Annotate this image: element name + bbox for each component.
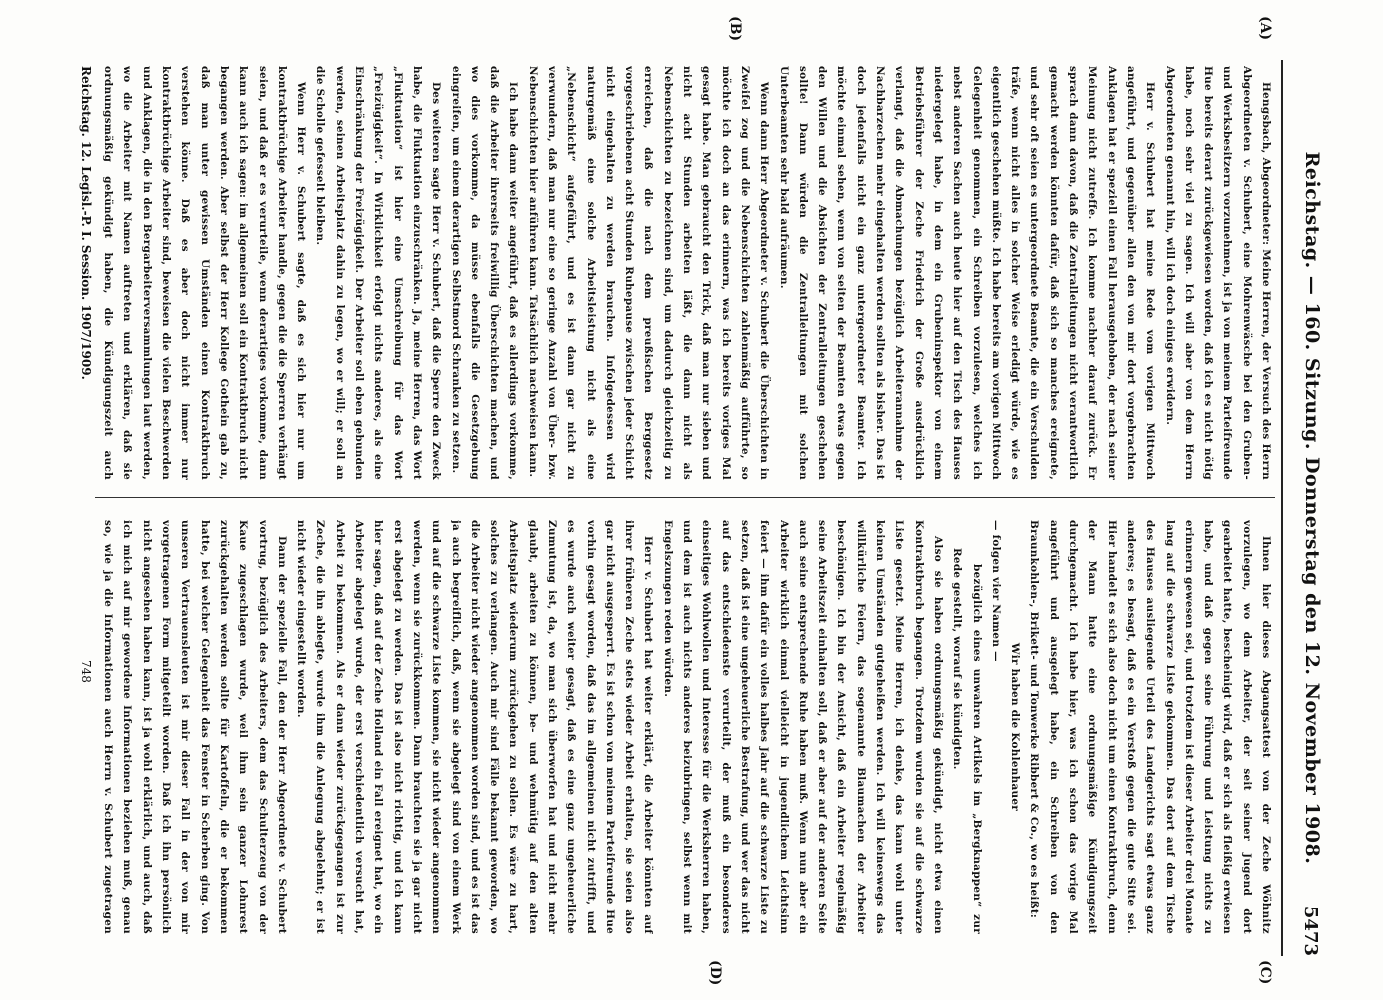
margin-marker-d: (D) [707, 960, 723, 986]
paragraph: Also sie haben ordnungsmäßig gekündigt, nicht etwa einen Kontraktbruch begangen. Trotzdem wurden sie auf die schwarze Liste gesetzt. Meine Herren, ich denke, das kann wohl unter keinen Umständen gutgeheißen werden. Ich will keineswegs das willkürliche Feiern, das sogenannte Blaumachen der Arbeiter beschönigen. Ich bin der Ansicht, daß ein Arbeiter regelmäßig seine Arbeitszeit einhalten soll, daß er aber auf der anderen Seite auch seine entsprechende Ruhe haben muß. Wenn nun aber ein Arbeiter wirklich einmal vielleicht in jugendlichem Leichtsinn feiert — ihm dafür ein volles halbes Jahr auf die schwarze Liste zu setzen, daß ist eine ungeheuerliche Bestrafung, und wer das nicht auf das entschiedenste verurteilt, der muß ein besonderes einseitiges Wohlwollen und Interesse für die Werksherren haben, und dem ist auch nichts anderes beizubringen, selbst wenn mit Engelszungen reden würden. [661, 520, 944, 934]
margin-marker-b: (B) [727, 16, 743, 42]
margin-marker-c: (C) [1257, 960, 1273, 985]
paragraph: Wir haben die Kohlenhauer [1009, 642, 1022, 812]
paragraph: — folgen vier Namen — [989, 520, 1002, 662]
paragraph: Wenn dann Herr Abgeordneter v. Schubert die Überschichten in Zweifel zog und die Nebenschichten zahlenmäßig aufführte, so möchte ich doch an das erinnern, was ich bereits voriges Mal gesagt habe. Man gebraucht den Trick, daß man nur sieben und nicht acht Stunden arbeiten läßt, die dann nicht als Nebenschichten zu bezeichnen sind, um dadurch gleichzeitig zu erreichen, daß die nach dem preußischen Berggesetz vorgeschriebenen acht Stunden Ruhepause zwischen jeder Schicht nicht eingehalten zu werden brauchen. Infolgedessen wird naturgemäß eine solche Arbeitsleistung nicht als eine „Nebenschicht“ aufgeführt, und es ist dann gar nicht zu verwundern, daß man nur eine so geringe Anzahl von Über- bzw. Nebenschichten hier anführen kann. Tatsächlich nachweisen kann. [526, 66, 771, 480]
column-divider [95, 497, 1275, 498]
paragraph: bezüglich eines unwahren Artikels im „Bergknappen“ zur Rede gestellt, worauf sie kündigten. [951, 548, 983, 934]
right-column [95, 520, 1275, 934]
paragraph: Dann der spezielle Fall, den der Herr Abgeordnete v. Schubert vortrug, bezüglich des Arbeiters, dem das Schulterzeug von der Kaue zugeschlagen wurde, weil ihm sein ganzer Lohnrest zurückgehalten werden sollte für Kartoffeln, die er bekommen hatte, bei welcher Gelegenheit das Fenster in Scherben ging. Von unseren Vertrauensleuten ist mir dieser Fall in der von mir vorgetragenen Form mitgeteilt worden. Daß ich ihn persönlich nicht angesehen haben kann, ist ja wohl erklärlich, und auch, daß ich mich auf mir gewordene Informationen beziehen muß, genau so, wie ja die Informationen auch Herrn v. Schubert zugetragen [102, 520, 288, 934]
left-column [95, 66, 1275, 480]
paragraph: Herr v. Schubert hat meine Rede vom vorigen Mittwoch angeführt, und gegenüber allen den von mir dort vorgebrachten Anklagen hat er speziell einen Fall herausgehoben, der nach seiner Meinung nicht zutreffe. Ich komme nachher darauf zurück. Er sprach dann davon, daß die Zentralleitungen nicht verantwortlich gemacht werden könnten dafür, daß sich so manches ereignete, und sehr oft seien es untergeordnete Beamte, die ein Verschulden träfe, wenn nicht alles in solcher Weise erledigt würde, wie es eigentlich geschehen müßte. Ich habe bereits am vorigen Mittwoch Gelegenheit genommen, ein Schreiben vorzulesen, welches ich nebst anderen Sachen auch heute hier auf den Tisch des Hauses niedergelegt habe, in dem ein Grubeninspektor von einem Betriebsführer der Zeche Friedrich der Große ausdrücklich verlangt, daß die Abmachungen bezüglich Arbeiterannahme der Nachbarzechen mehr eingehalten werden sollten als bisher. Das ist doch jedenfalls nicht ein ganz untergeordneter Beamter. Ich möchte einmal sehen, wenn von seiten der Beamten etwas gegen den Willen und die Absichten der Zentralleitungen geschehen sollte! Dann würden die Zentralleitungen mit solchen Unterbeamten sehr bald aufräumen. [777, 66, 1157, 480]
paragraph: Hengsbach, Abgeordneter: Meine Herren, der Versuch des Herrn Abgeordneten v. Schubert, eine Mohrenwäsche bei den Gruben- und Werksbesitzern vorzunehmen, ist ja von meinem Parteifreunde Hue bereits derart zurückgewiesen worden, daß ich es nicht nötig habe, noch sehr viel zu sagen. Ich will aber von dem Herrn Abgeordneten genannt hin, will ich doch einiges erwidern. [1163, 66, 1272, 480]
paragraph: Des weiteren sagte Herr v. Schubert, daß die Sperre den Zweck habe, die Fluktuation einzuschränken. Ja, meine Herren, das Wort „Fluktuation“ ist hier eine Umschreibung für das Wort „Freizügigkeit“. In Wirklichkeit erfolgt nichts anderes, als eine Einschränkung der Freizügigkeit. Der Arbeiter soll eben gebunden werden, seinen Arbeitsplatz dahin zu legen, wo er will; er soll an die Scholle gefesselt bleiben. [314, 66, 443, 480]
paragraph: Wenn Herr v. Schubert sagte, daß es sich hier nur um kontraktbrüchige Arbeiter handle, gegen die die Sperren verhängt seien, und daß er es verurteile, wenn derartiges vorkomme, dann kann auch ich sagen: im allgemeinen soll ein Kontraktbruch nicht begangen werden. Aber selbst der Herr Kollege Gothein gab zu, daß man unter gewissen Umständen einen Kontraktbruch verstehen könne. Daß es aber doch nicht immer nur kontraktbrüchige Arbeiter sind, beweisen die vielen Beschwerden und Anklagen, die in den Bergarbeiterversammlungen laut werden, wo die Arbeiter mit Namen auftreten und erklären, daß sie ordnungsmäßig gekündigt haben, die Kündigungszeit auch [102, 66, 308, 480]
page-number: 5473 [1300, 905, 1321, 956]
paragraph: Herr v. Schubert hat weiter erklärt, die Arbeiter könnten auf ihrer früheren Zeche stets wieder Arbeit erhalten, sie seien also gar nicht ausgesperrt. Es ist schon von meinem Parteifreunde Hue vorhin gesagt worden, daß das im allgemeinen nicht zutrifft, und es wurde auch weiter gesagt, daß es eine ganz ungeheuerliche Zumutung ist, da, wo man sich überworfen hat und nicht mehr glaubt, arbeiten zu können, be- und wehmütig auf den alten Arbeitsplatz wiederum zurückgehen zu sollen. Es wäre zu hart, solches zu verlangen. Auch mir sind Fälle bekannt geworden, wo die Arbeiter nicht wieder angenommen worden sind, und es ist das ja auch begreiflich, daß, wenn sie abgelegt sind von einem Werk und auf die schwarze Liste kommen, sie nicht wieder angenommen werden, wenn sie zurückkommen. Dann brauchten sie ja gar nicht erst abgelegt zu werden. Das ist also nicht richtig, und ich kann hier sagen, daß auf der Zeche Holland ein Fall ereignet hat, wo ein Arbeiter abgelegt wurde, der erst verschiedentlich versucht hat, Arbeit zu bekommen. Als er dann wieder zurückgegangen ist zur Zeche, die ihn ablegte, wurde ihm die Anlegung abgelehnt; er ist nicht wieder eingestellt worden. [295, 520, 655, 934]
footer-session-line: Reichstag. 12. Legisl.-P. I. Session. 1907/1909. [79, 66, 93, 380]
page-header [1281, 60, 1327, 956]
paragraph: Ihnen hier dieses Abgangsattest von der Zeche Wöhnitz vorzulegen, wo dem Arbeiter, der seit seiner Jugend dort gearbeitet hatte, bescheinigt wird, daß er sich als fleißig erwiesen habe, und daß gegen seine Führung und Leistung nichts zu erinnern gewesen sei, und trotzdem ist dieser Arbeiter drei Monate lang auf die schwarze Liste gekommen. Das dort auf dem Tische des Hauses ausliegende Urteil des Landgerichts sagt etwas ganz anderes; es besagt, daß es ein Verstoß gegen die gute Sitte sei. Hier handelt es sich also doch nicht um einen Kontraktbruch, denn der Mann hatte eine ordnungsmäßige Kündigungszeit durchgemacht. Ich habe hier, was ich schon das vorige Mal angeführt und ausgelegt habe, ein Schreiben von den Braunkohlen-, Brikett- und Tonwerke Ribbert & Co., wo es heißt: [1028, 520, 1272, 934]
paragraph: Ich habe dann weiter angeführt, daß es allerdings vorkomme, daß die Arbeiter ihrerseits freiwillig Überschichten machen, und wo dies vorkomme, da müsse ebenfalls die Gesetzgebung eingreifen, um einem derartigen Selbstmord Schranken zu setzen. [449, 66, 520, 480]
folio-number: 748 [79, 660, 93, 683]
margin-marker-a: (A) [1257, 16, 1273, 41]
page-title: Reichstag. — 160. Sitzung. Donnerstag den 12. November 1908. [1301, 151, 1323, 865]
